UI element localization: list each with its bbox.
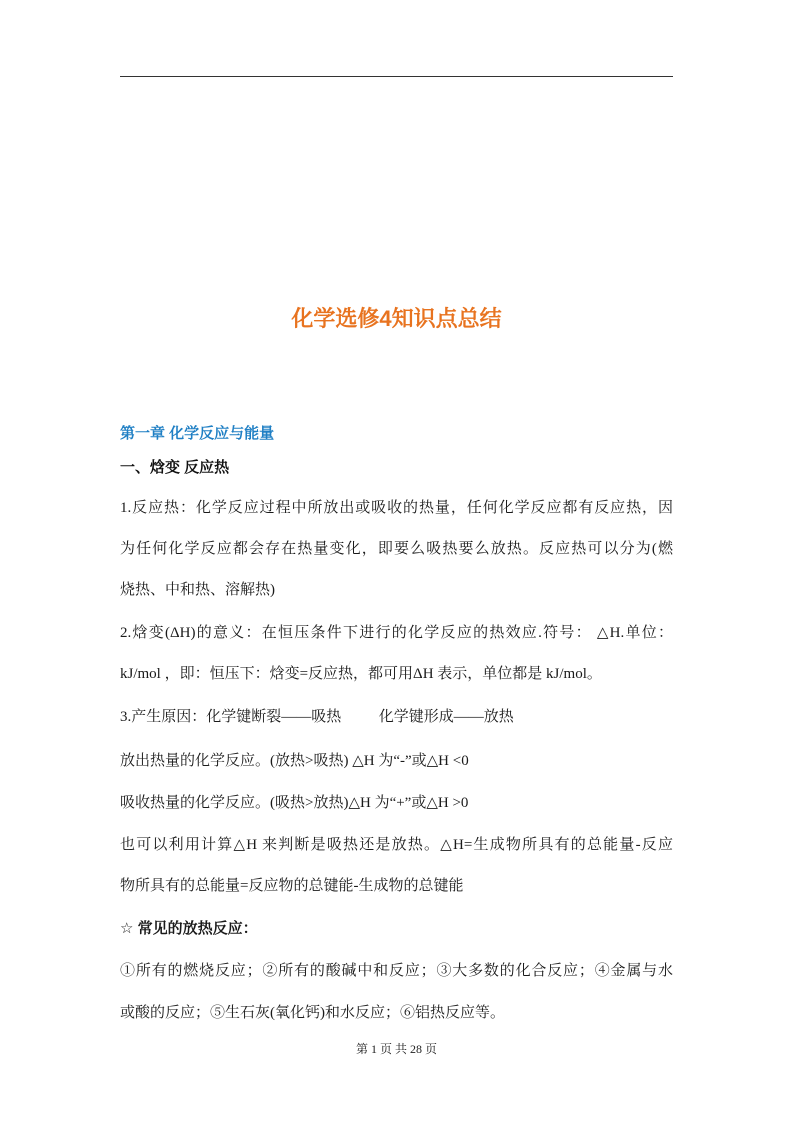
paragraph-line: 或酸的反应；⑤生石灰(氧化钙)和水反应；⑥铝热反应等。 — [120, 1005, 505, 1021]
paragraph-line: 放出热量的化学反应。(放热>吸热) △H 为“-”或△H <0 — [120, 753, 469, 769]
paragraph-line: 吸收热量的化学反应。(吸热>放热)△H 为“+”或△H >0 — [120, 795, 469, 811]
paragraph-line: 1.反应热：化学反应过程中所放出或吸收的热量，任何化学反应都有反应热，因 — [120, 500, 673, 516]
paragraph-line: ①所有的燃烧反应；②所有的酸碱中和反应；③大多数的化合反应；④金属与水 — [120, 963, 673, 979]
paragraph-line: 为任何化学反应都会存在热量变化，即要么吸热要么放热。反应热可以分为(燃 — [120, 541, 673, 557]
paragraph-line: 也可以利用计算△H 来判断是吸热还是放热。△H=生成物所具有的总能量-反应 — [120, 837, 673, 853]
paragraph-line: 烧热、中和热、溶解热) — [120, 582, 275, 598]
paragraph-line: 物所具有的总能量=反应物的总键能-生成物的总键能 — [120, 878, 464, 894]
page-footer: 第 1 页 共 28 页 — [355, 1042, 437, 1056]
header-rule — [120, 76, 673, 77]
section-heading: 一、焓变 反应热 — [120, 459, 230, 476]
paragraph-line: 3.产生原因：化学键断裂——吸热 化学键形成——放热 — [120, 709, 514, 725]
paragraph-line: kJ/mol ，即：恒压下：焓变=反应热，都可用ΔH 表示，单位都是 kJ/mol。 — [120, 666, 602, 682]
paragraph-line: 2.焓变(ΔH)的意义：在恒压条件下进行的化学反应的热效应.符号： △H.单位： — [120, 625, 673, 641]
subheading-exothermic: ☆ 常见的放热反应： — [120, 920, 258, 937]
document-title: 化学选修4知识点总结 — [291, 306, 502, 331]
chapter-heading: 第一章 化学反应与能量 — [120, 425, 275, 442]
